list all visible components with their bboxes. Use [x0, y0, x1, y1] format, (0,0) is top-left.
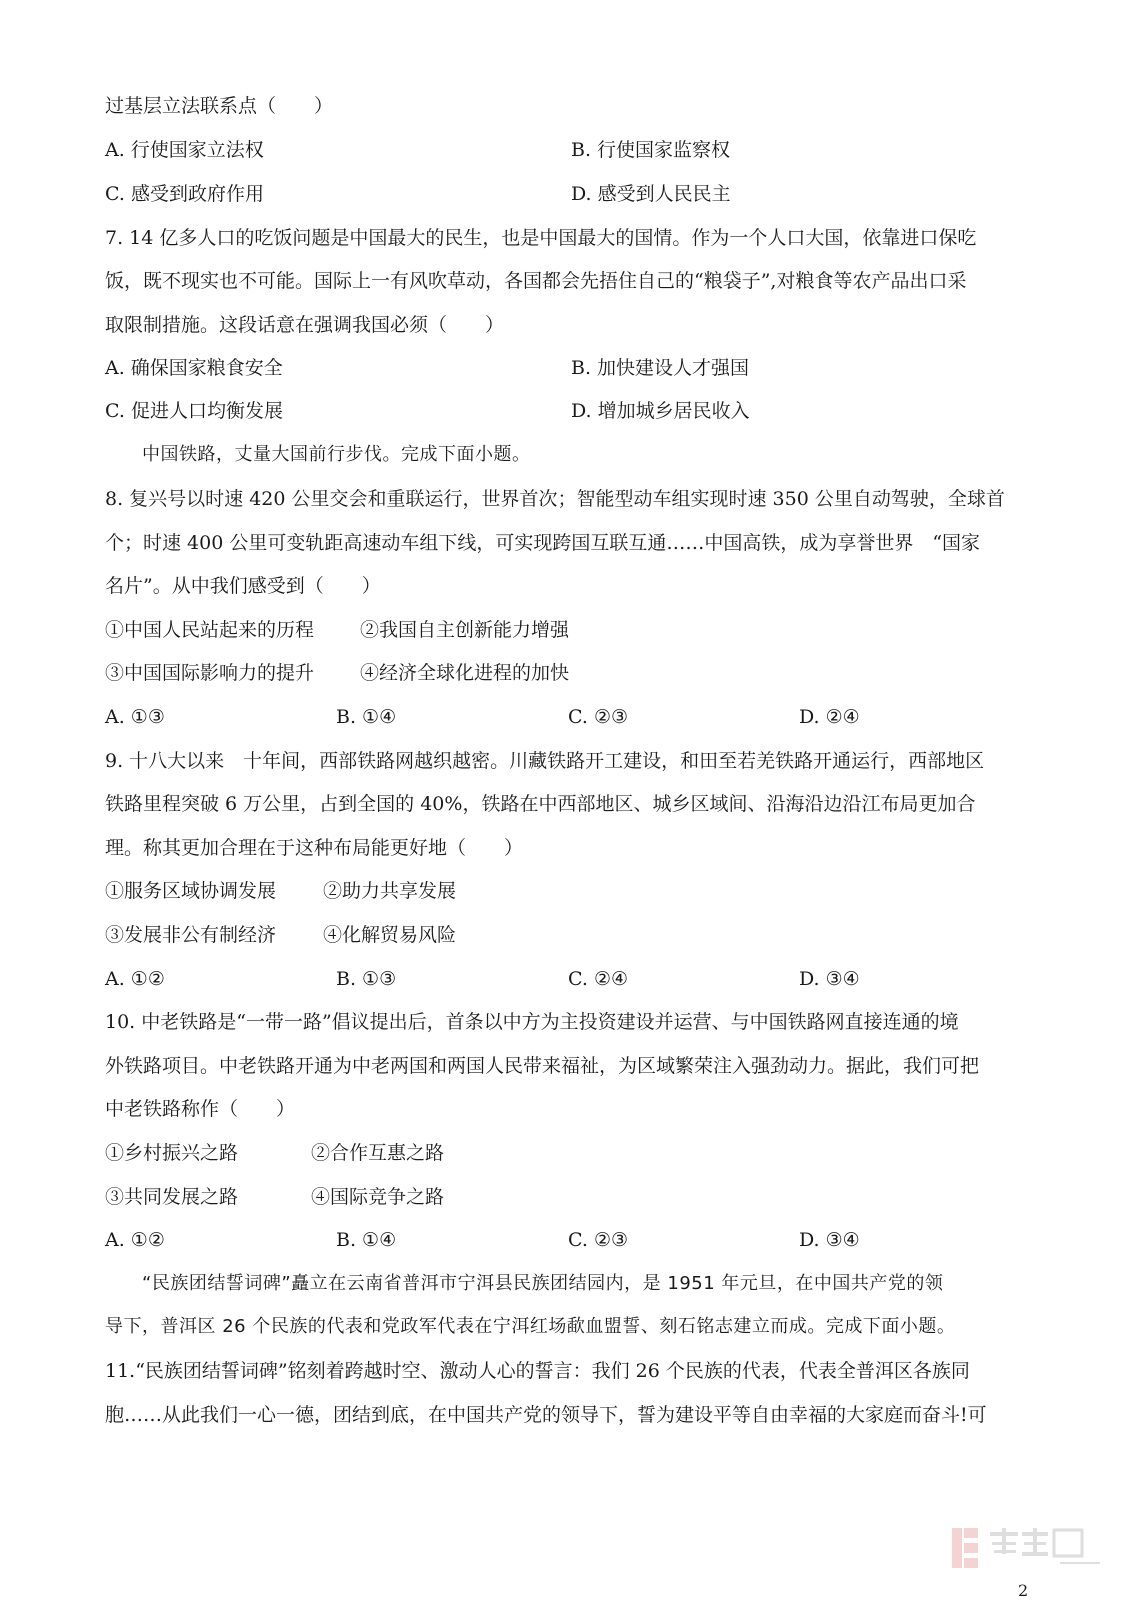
- q8-option-c: C. ②③: [568, 706, 629, 728]
- q9-option-b: B. ①③: [336, 968, 397, 990]
- q9-statement-2: ②助力共享发展: [323, 880, 457, 902]
- q10-stem-line: 外铁路项目。中老铁路开通为中老两国和两国人民带来福祉，为区域繁荣注入强劲动力。据此，我们可把: [105, 1055, 980, 1077]
- q8-option-a: A. ①③: [105, 706, 165, 728]
- rail-section-intro: 中国铁路，丈量大国前行步伐。完成下面小题。: [142, 444, 531, 465]
- q10-option-d: D. ③④: [799, 1229, 860, 1251]
- q8-statement-3: ③中国国际影响力的提升: [105, 662, 315, 684]
- q7-stem-line: 取限制措施。这段话意在强调我国必须（ ）: [105, 314, 505, 336]
- q8-stem-line: 名片”。从中我们感受到（ ）: [105, 575, 381, 597]
- q11-stem-line: 胞……从此我们一心一德，团结到底，在中国共产党的领导下，誓为建设平等自由幸福的大家庭而奋斗!可: [105, 1404, 987, 1426]
- q8-stem-line: 8. 复兴号以时速 420 公里交会和重联运行，世界首次；智能型动车组实现时速 350 公里自动驾驶，全球首: [105, 488, 1005, 510]
- q11-stem-line: 11.“民族团结誓词碑”铭刻着跨越时空、激动人心的誓言：我们 26 个民族的代表，代表全普洱区各族同: [105, 1360, 970, 1382]
- q10-option-a: A. ①②: [105, 1229, 165, 1251]
- q10-statement-2: ②合作互惠之路: [311, 1142, 445, 1164]
- q8-statement-4: ④经济全球化进程的加快: [360, 662, 570, 684]
- q9-option-c: C. ②④: [568, 968, 629, 990]
- q9-statement-1: ①服务区域协调发展: [105, 880, 277, 902]
- q10-stem-line: 中老铁路称作（ ）: [105, 1098, 296, 1120]
- q8-statement-2: ②我国自主创新能力增强: [360, 619, 570, 641]
- q9-stem-line: 理。称其更加合理在于这种布局能更好地（ ）: [105, 837, 524, 859]
- q6-option-d: D. 感受到人民民主: [571, 183, 731, 205]
- q10-option-c: C. ②③: [568, 1229, 629, 1251]
- q8-stem-line: 个；时速 400 公里可变轨距高速动车组下线，可实现跨国互联互通……中国高铁，成为享誉世界 “国家: [105, 532, 981, 554]
- q7-option-a: A. 确保国家粮食安全: [105, 357, 283, 379]
- q6-option-c: C. 感受到政府作用: [105, 183, 264, 205]
- q7-option-b: B. 加快建设人才强国: [571, 357, 750, 379]
- q10-statement-3: ③共同发展之路: [105, 1186, 239, 1208]
- q10-option-b: B. ①④: [336, 1229, 397, 1251]
- q9-statement-4: ④化解贸易风险: [323, 924, 457, 946]
- q8-statement-1: ①中国人民站起来的历程: [105, 619, 315, 641]
- q9-option-d: D. ③④: [799, 968, 860, 990]
- monument-section-intro: “民族团结誓词碑”矗立在云南省普洱市宁洱县民族团结园内，是 1951 年元旦，在中国共产党的领: [142, 1273, 944, 1294]
- q9-statement-3: ③发展非公有制经济: [105, 924, 277, 946]
- q8-option-d: D. ②④: [799, 706, 860, 728]
- q10-statement-4: ④国际竞争之路: [311, 1186, 445, 1208]
- kaosheng-watermark-logo: [950, 1524, 1100, 1572]
- q6-option-a: A. 行使国家立法权: [105, 139, 264, 161]
- q7-stem-line: 饭，既不现实也不可能。国际上一有风吹草动，各国都会先捂住自己的“粮袋子”,对粮食等农产品出口采: [105, 270, 967, 292]
- q7-option-c: C. 促进人口均衡发展: [105, 400, 283, 422]
- q10-statement-1: ①乡村振兴之路: [105, 1142, 239, 1164]
- q6-stem-tail: 过基层立法联系点（ ）: [105, 95, 334, 117]
- q6-option-b: B. 行使国家监察权: [571, 139, 731, 161]
- q9-option-a: A. ①②: [105, 968, 165, 990]
- q8-option-b: B. ①④: [336, 706, 397, 728]
- q9-stem-line: 9. 十八大以来 十年间，西部铁路网越织越密。川藏铁路开工建设，和田至若羌铁路开通运行，西部地区: [105, 750, 985, 772]
- monument-section-intro: 导下，普洱区 26 个民族的代表和党政军代表在宁洱红场歃血盟誓、刻石铭志建立而成。完成下面小题。: [105, 1316, 956, 1337]
- q7-option-d: D. 增加城乡居民收入: [571, 400, 750, 422]
- q10-stem-line: 10. 中老铁路是“一带一路”倡议提出后，首条以中方为主投资建设并运营、与中国铁路网直接连通的境: [105, 1011, 959, 1033]
- q9-stem-line: 铁路里程突破 6 万公里，占到全国的 40%，铁路在中西部地区、城乡区域间、沿海沿边沿江布局更加合: [105, 793, 976, 815]
- page-number: 2: [1018, 1581, 1029, 1600]
- q7-stem-line: 7. 14 亿多人口的吃饭问题是中国最大的民生，也是中国最大的国情。作为一个人口大国，依靠进口保吃: [105, 227, 977, 249]
